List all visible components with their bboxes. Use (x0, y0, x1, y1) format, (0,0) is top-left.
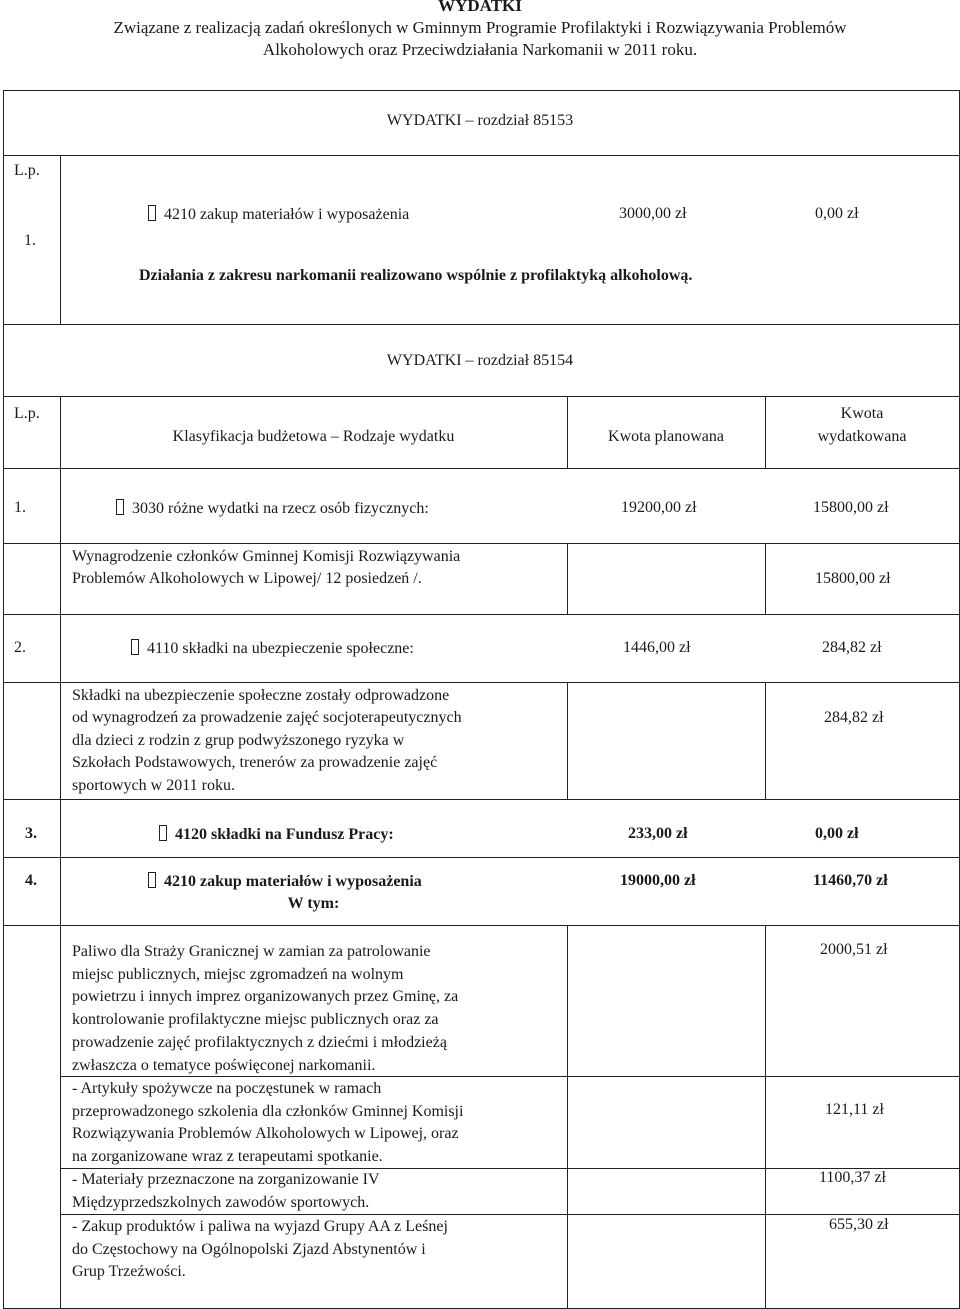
subtitle-line-1: Związane z realizacją zadań określonych w Gminnym Programie Profilaktyki i Rozwiązywania Problemów (113, 18, 847, 37)
document-title: WYDATKI (438, 0, 522, 15)
row3-number: 3. (25, 825, 37, 842)
row1-description: 3030 różne wydatki na rzecz osób fizycznych: (116, 499, 429, 518)
section1-lp-label: L.p. (14, 162, 40, 179)
header-spent-line2: wydatkowana (817, 428, 907, 445)
row4-item1-amount: 2000,51 zł (820, 941, 888, 958)
header-planned: Kwota planowana (608, 428, 724, 445)
row4-item3-amount: 1100,37 zł (819, 1169, 886, 1186)
row1-detail-amount: 15800,00 zł (815, 570, 891, 587)
row2-description: 4110 składki na ubezpieczenie społeczne: (131, 639, 414, 658)
row3-description: 4120 składki na Fundusz Pracy: (159, 825, 394, 844)
section-mark-icon (116, 499, 124, 515)
row4-item4: - Zakup produktów i paliwa na wyjazd Grupy AA z Leśnej do Częstochowy na Ogólnopolski Zjazd Abstynentów i Grup Trzeźwości. (72, 1218, 448, 1281)
header-classification: Klasyfikacja budżetowa – Rodzaje wydatku (172, 428, 455, 445)
row2-spent: 284,82 zł (822, 639, 882, 656)
section-mark-icon (148, 872, 156, 888)
header-spent-line1: Kwota (840, 405, 884, 422)
section1-note: Działania z zakresu narkomanii realizowano wspólnie z profilaktyką alkoholową. (139, 267, 693, 284)
row2-planned: 1446,00 zł (623, 639, 691, 656)
document-subtitle (0, 17, 960, 61)
section-mark-icon (131, 639, 139, 655)
row1-detail: Wynagrodzenie członków Gminnej Komisji Rozwiązywania Problemów Alkoholowych w Lipowej/ 12 posiedzeń /. (72, 548, 461, 587)
row4-item2-amount: 121,11 zł (825, 1101, 884, 1118)
row1-number: 1. (14, 499, 26, 516)
row4-item1: Paliwo dla Straży Granicznej w zamian za patrolowanie miejsc publicznych, miejsc zgromadzeń na wolnym powietrzu i innych imprez organizowanych przez Gminę, za kontrolowanie profilaktyczne miejsc publicznych oraz za prowadzenie zajęć profilaktycznych z dziećmi i młodzieżą zwłaszcza o tematyce poświęconej narkomanii. (72, 943, 459, 1074)
section-mark-icon (148, 205, 156, 221)
row1-spent: 15800,00 zł (813, 499, 889, 516)
row2-detail-amount: 284,82 zł (824, 709, 884, 726)
row4-item3: - Materiały przeznaczone na zorganizowanie IV Międzyprzedszkolnych zawodów sportowych. (72, 1171, 380, 1211)
row4-number: 4. (25, 872, 37, 889)
row2-detail: Składki na ubezpieczenie społeczne zostały odprowadzone od wynagrodzeń za prowadzenie zajęć socjoterapeutycznych dla dzieci z rodzin z grup podwyższonego ryzyka w Szkołach Podstawowych, trenerów za prowadzenie zajęć sportowych w 2011 roku. (72, 687, 462, 794)
row3-spent: 0,00 zł (815, 825, 859, 842)
row4-item2: - Artykuły spożywcze na poczęstunek w ramach przeprowadzonego szkolenia dla członków Gminnej Komisji Rozwiązywania Problemów Alkoholowych w Lipowej, oraz na zorganizowane wraz z terapeutami spotkanie. (72, 1080, 464, 1166)
section1-row-description: 4210 zakup materiałów i wyposażenia (148, 205, 409, 224)
row1-planned: 19200,00 zł (621, 499, 697, 516)
section1-title: WYDATKI – rozdział 85153 (386, 112, 574, 129)
row3-planned: 233,00 zł (628, 825, 688, 842)
section1-row-spent: 0,00 zł (815, 205, 859, 222)
section1-row-number: 1. (24, 232, 36, 249)
row4-item4-amount: 655,30 zł (829, 1216, 889, 1233)
row4-spent: 11460,70 zł (813, 872, 888, 889)
section-mark-icon (159, 825, 167, 841)
row4-description: 4210 zakup materiałów i wyposażenia (148, 872, 422, 891)
subtitle-line-2: Alkoholowych oraz Przeciwdziałania Narkomanii w 2011 roku. (262, 40, 698, 59)
header-lp: L.p. (14, 405, 40, 422)
row2-number: 2. (14, 639, 26, 656)
row4-description-sub: W tym: (287, 895, 340, 912)
section2-title: WYDATKI – rozdział 85154 (386, 352, 574, 369)
row4-planned: 19000,00 zł (620, 872, 696, 889)
section1-row-planned: 3000,00 zł (619, 205, 687, 222)
